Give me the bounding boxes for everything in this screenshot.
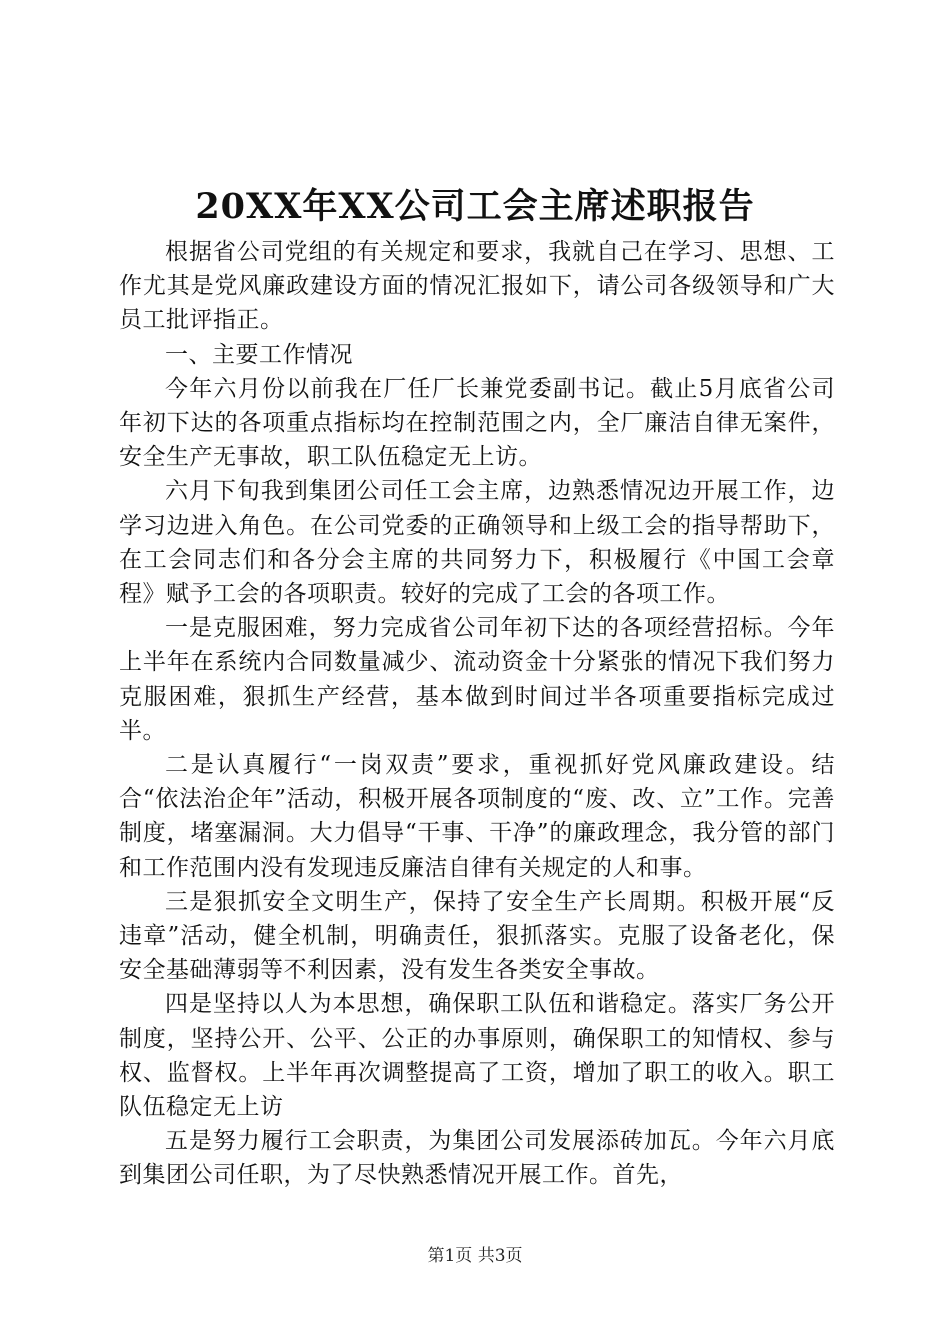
paragraph: 一是克服困难，努力完成省公司年初下达的各项经营招标。今年上半年在系统内合同数量减少、流动资金十分紧张的情况下我们努力克服困难，狠抓生产经营，基本做到时间过半各项重要指标完成过半。 [119,615,835,744]
section-heading: 一、主要工作情况 [165,341,353,368]
paragraph: 三是狠抓安全文明生产，保持了安全生产长周期。积极开展“反违章”活动，健全机制，明确责任，狠抓落实。克服了设备老化，保安全基础薄弱等不利因素，没有发生各类安全事故。 [119,888,835,984]
document-title: 20XX年XX公司工会主席述职报告 [195,186,755,227]
paragraph: 四是坚持以人为本思想，确保职工队伍和谐稳定。落实厂务公开制度，坚持公开、公平、公正的办事原则，确保职工的知情权、参与权、监督权。上半年再次调整提高了工资，增加了职工的收入。职工队伍稳定无上访 [119,991,835,1121]
paragraph: 二是认真履行“一岗双责”要求，重视抓好党风廉政建设。结合“依法治企年”活动，积极开展各项制度的“废、改、立”工作。完善制度，堵塞漏洞。大力倡导“干事、干净”的廉政理念，我分管的部门和工作范围内没有发现违反廉洁自律有关规定的人和事。 [119,752,835,881]
paragraph: 五是努力履行工会职责，为集团公司发展添砖加瓦。今年六月底到集团公司任职，为了尽快熟悉情况开展工作。首先， [119,1128,835,1189]
paragraph: 今年六月份以前我在厂任厂长兼党委副书记。截止5月底省公司年初下达的各项重点指标均在控制范围之内，全厂廉洁自律无案件，安全生产无事故，职工队伍稳定无上访。 [119,375,835,471]
page-footer: 第1页 共3页 [427,1246,523,1266]
paragraph: 六月下旬我到集团公司任工会主席，边熟悉情况边开展工作，边学习边进入角色。在公司党委的正确领导和上级工会的指导帮助下，在工会同志们和各分会主席的共同努力下，积极履行《中国工会章程》赋予工会的各项职责。较好的完成了工会的各项工作。 [119,478,835,608]
document-body [119,235,835,1193]
paragraph: 根据省公司党组的有关规定和要求，我就自己在学习、思想、工作尤其是党风廉政建设方面的情况汇报如下，请公司各级领导和广大员工批评指正。 [119,239,835,334]
